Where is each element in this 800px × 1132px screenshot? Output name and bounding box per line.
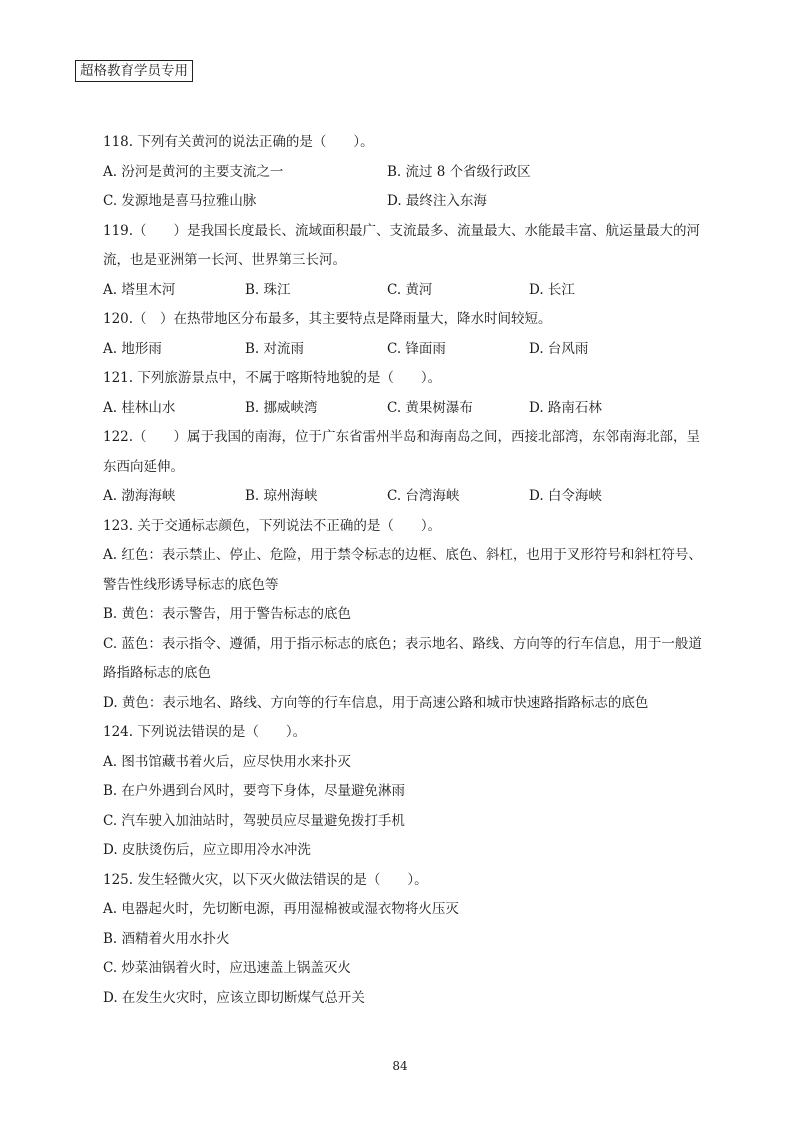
question-stem: 120.（ ）在热带地区分布最多，其主要特点是降雨量大，降水时间较短。 <box>103 311 552 327</box>
question-stem: 119.（ ）是我国长度最长、流域面积最广、支流最多、流量最大、水能最丰富、航运量最大的河流，也是亚洲第一长河、世界第三长河。 <box>103 222 701 268</box>
option-d: D. 皮肤烫伤后，应立即用冷水冲洗 <box>103 842 311 858</box>
option-d: D. 路南石林 <box>529 399 602 416</box>
options-row <box>103 335 703 365</box>
options-row <box>103 482 703 512</box>
options-row <box>103 158 703 188</box>
option-c: C. 台湾海峡 <box>387 488 460 504</box>
option-a: A. 渤海海峡 <box>103 488 176 504</box>
option-d: D. 黄色：表示地名、路线、方向等的行车信息，用于高速公路和城市快速路指路标志的底色 <box>103 694 649 711</box>
option-b: B. 琼州海峡 <box>245 488 318 504</box>
option-c: C. 炒菜油锅着火时，应迅速盖上锅盖灭火 <box>103 960 351 976</box>
option-c: C. 蓝色：表示指令、遵循，用于指示标志的底色；表示地名、路线、方向等的行车信息，用于一般道路指路标志的底色 <box>103 635 702 681</box>
page-number: 84 <box>392 1059 408 1073</box>
options-row <box>103 394 703 424</box>
option-b: B. 流过 8 个省级行政区 <box>387 163 531 180</box>
option-a: A. 电器起火时，先切断电源，再用湿棉被或湿衣物将火压灭 <box>103 901 459 917</box>
question-list <box>103 128 703 1013</box>
option-c: C. 发源地是喜马拉雅山脉 <box>103 193 257 209</box>
options-row <box>103 187 703 217</box>
option-d: D. 长江 <box>529 281 575 298</box>
question-120 <box>103 305 703 364</box>
option-d: D. 白令海峡 <box>529 488 602 504</box>
option-b: B. 黄色：表示警告，用于警告标志的底色 <box>103 606 352 622</box>
option-b: B. 挪威峡湾 <box>245 399 318 416</box>
option-b: B. 对流雨 <box>245 340 305 357</box>
question-125 <box>103 866 703 1014</box>
option-c: C. 汽车驶入加油站时，驾驶员应尽量避免拨打手机 <box>103 812 405 829</box>
option-a: A. 塔里木河 <box>103 281 176 298</box>
option-a: A. 地形雨 <box>103 340 162 357</box>
question-stem: 125. 发生轻微火灾，以下灭火做法错误的是（ ）。 <box>103 871 428 888</box>
option-a: A. 图书馆藏书着火后，应尽快用水来扑灭 <box>103 753 351 770</box>
question-121 <box>103 364 703 423</box>
option-b: B. 在户外遇到台风时，要弯下身体，尽量避免淋雨 <box>103 783 406 799</box>
option-a: A. 红色：表示禁止、停止、危险，用于禁令标志的边框、底色、斜杠，也用于叉形符号和斜杠符号、警告性线形诱导标志的底色等 <box>103 547 702 593</box>
option-c: C. 黄河 <box>387 281 433 298</box>
question-118 <box>103 128 703 217</box>
option-c: C. 锋面雨 <box>387 340 446 357</box>
question-stem: 123. 关于交通标志颜色，下列说法不正确的是（ ）。 <box>103 517 442 534</box>
question-124 <box>103 718 703 866</box>
question-123 <box>103 512 703 719</box>
question-stem: 118. 下列有关黄河的说法正确的是（ ）。 <box>103 134 374 150</box>
question-stem: 122.（ ）属于我国的南海，位于广东省雷州半岛和海南岛之间，西接北部湾，东邻南海北部，呈东西向延伸。 <box>103 429 701 475</box>
question-119 <box>103 217 703 306</box>
option-a: A. 桂林山水 <box>103 399 176 416</box>
question-stem: 124. 下列说法错误的是（ ）。 <box>103 724 307 740</box>
question-122 <box>103 423 703 512</box>
options-row <box>103 276 703 306</box>
option-c: C. 黄果树瀑布 <box>387 399 473 416</box>
option-a: A. 汾河是黄河的主要支流之一 <box>103 163 284 180</box>
option-d: D. 在发生火灾时，应该立即切断煤气总开关 <box>103 989 365 1006</box>
header-stamp: 超格教育学员专用 <box>75 60 193 82</box>
option-d: D. 台风雨 <box>529 340 589 357</box>
option-b: B. 珠江 <box>245 281 291 298</box>
option-d: D. 最终注入东海 <box>387 193 487 209</box>
question-stem: 121. 下列旅游景点中，不属于喀斯特地貌的是（ ）。 <box>103 370 442 386</box>
option-b: B. 酒精着火用水扑火 <box>103 930 230 947</box>
